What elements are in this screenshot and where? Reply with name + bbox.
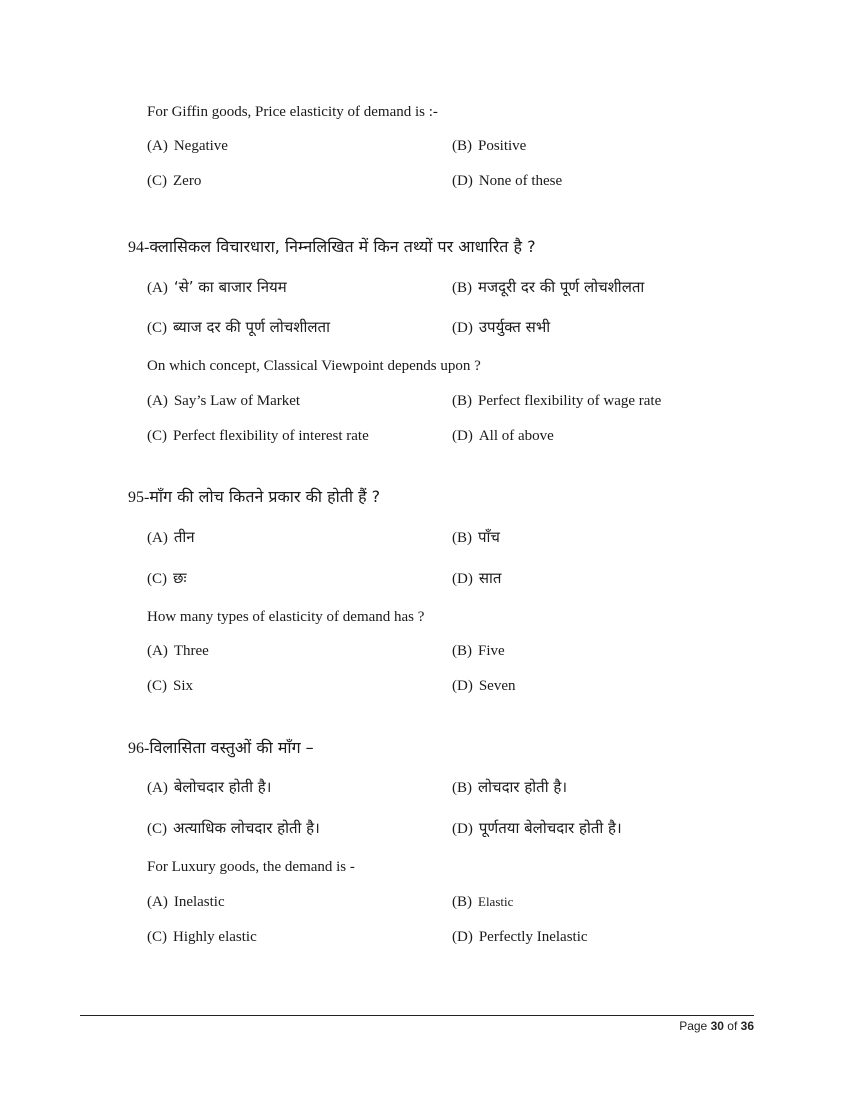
- q96-option-b-en: (B) Elastic: [452, 894, 514, 910]
- q96-option-a-en: (A) Inelastic: [147, 894, 225, 910]
- q94-option-c-en: (C) Perfect flexibility of interest rate: [147, 428, 369, 444]
- q95-option-b-hi: (B) पाँच: [452, 528, 500, 546]
- q94-question-en: On which concept, Classical Viewpoint depends upon ?: [147, 358, 481, 374]
- q94-option-a-hi: (A) ‘से’ का बाजार नियम: [147, 278, 287, 296]
- q95-option-c-en: (C) Six: [147, 678, 194, 694]
- q94-option-b-hi: (B) मजदूरी दर की पूर्ण लोचशीलता: [452, 278, 645, 296]
- q96-option-c-en: (C) Highly elastic: [147, 929, 257, 945]
- q95-option-a-hi: (A) तीन: [147, 528, 195, 546]
- q94-question-hi: 94-क्लासिकल विचारधारा, निम्नलिखित में किन तथ्यों पर आधारित है ?: [128, 237, 536, 256]
- q95-option-c-hi: (C) छः: [147, 569, 187, 587]
- q96-option-b-hi: (B) लोचदार होती है।: [452, 778, 568, 796]
- q94-option-b-en: (B) Perfect flexibility of wage rate: [452, 393, 662, 409]
- q95-option-b-en: (B) Five: [452, 643, 505, 659]
- page-number: Page 30 of 36: [679, 1019, 754, 1033]
- q96-option-d-hi: (D) पूर्णतया बेलोचदार होती है।: [452, 819, 622, 837]
- q94-option-c-hi: (C) ब्याज दर की पूर्ण लोचशीलता: [147, 318, 330, 336]
- q94-option-a-en: (A) Say’s Law of Market: [147, 393, 301, 409]
- q96-question-hi: 96-विलासिता वस्तुओं की माँग –: [128, 738, 314, 757]
- q94-option-d-en: (D) All of above: [452, 428, 554, 444]
- q93-option-a-en: (A) Negative: [147, 138, 228, 154]
- q95-question-en: How many types of elasticity of demand has ?: [147, 609, 425, 625]
- q96-option-d-en: (D) Perfectly Inelastic: [452, 929, 588, 945]
- q93-option-b-en: (B) Positive: [452, 138, 527, 154]
- q93-option-d-en: (D) None of these: [452, 173, 563, 189]
- q96-question-en: For Luxury goods, the demand is -: [147, 859, 355, 875]
- q95-question-hi: 95-माँग की लोच कितने प्रकार की होती हैं ?: [128, 487, 381, 506]
- q96-option-c-hi: (C) अत्याधिक लोचदार होती है।: [147, 819, 320, 837]
- q93-option-c-en: (C) Zero: [147, 173, 202, 189]
- q95-option-a-en: (A) Three: [147, 643, 209, 659]
- q96-option-a-hi: (A) बेलोचदार होती है।: [147, 778, 272, 796]
- q93-question-en: For Giffin goods, Price elasticity of demand is :-: [147, 104, 438, 120]
- q95-option-d-en: (D) Seven: [452, 678, 516, 694]
- footer-divider: [80, 1015, 754, 1016]
- q94-option-d-hi: (D) उपर्युक्त सभी: [452, 318, 551, 336]
- q95-option-d-hi: (D) सात: [452, 569, 502, 587]
